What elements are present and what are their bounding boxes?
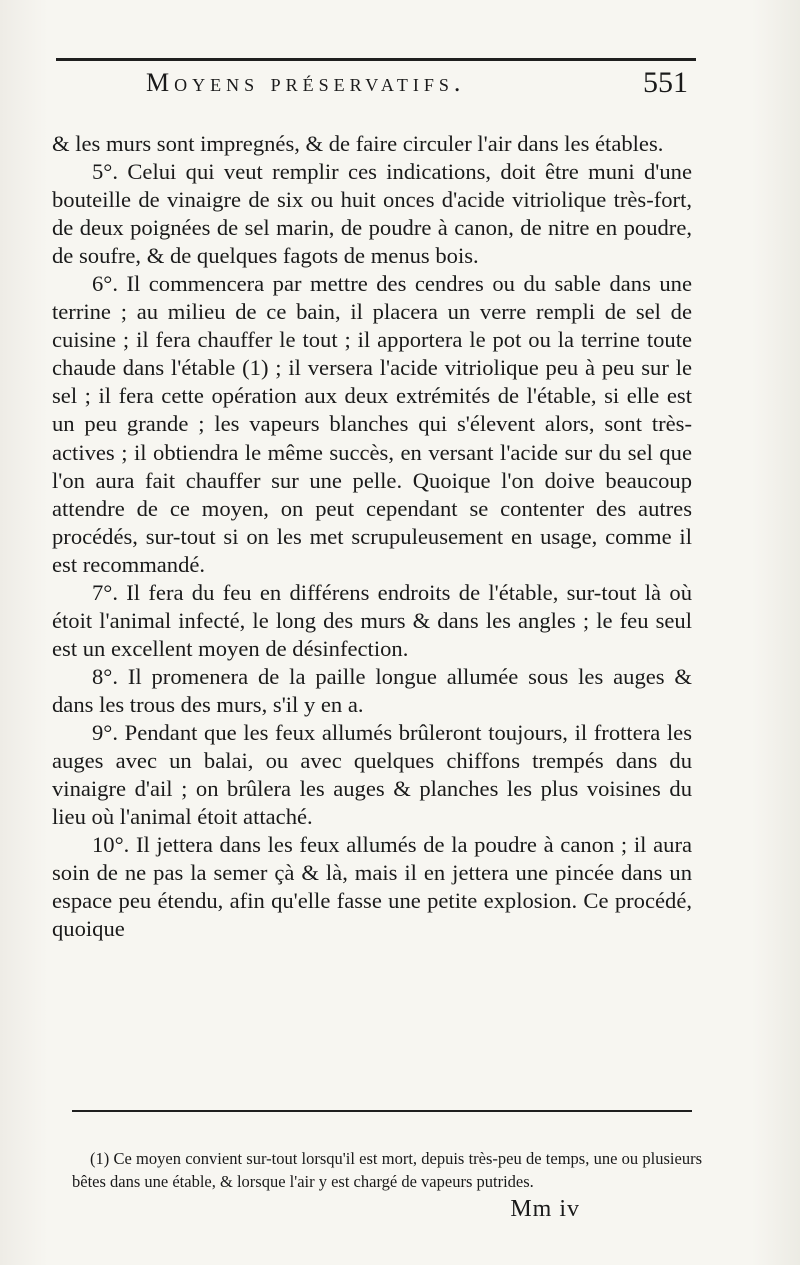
- running-head: Moyens préservatifs.: [146, 68, 466, 97]
- page-number: 551: [643, 66, 688, 99]
- page-header: [58, 66, 688, 108]
- paragraph-continuation: & les murs sont impregnés, & de faire circuler l'air dans les étables.: [52, 131, 664, 156]
- footnote-rule: [72, 1110, 692, 1112]
- footnote: (1) Ce moyen convient sur-tout lorsqu'il est mort, depuis très-peu de temps, une ou plusieurs bêtes dans une étable, & lorsque l'air y est chargé de vapeurs putrides.: [72, 1148, 702, 1191]
- paragraph-8: 8°. Il promenera de la paille longue allumée sous les auges & dans les trous des murs, s'il y en a.: [52, 663, 692, 717]
- paragraph-6: 6°. Il commencera par mettre des cendres ou du sable dans une terrine ; au milieu de ce bain, il placera un verre rempli de sel de cuisine ; il fera chauffer le tout ; il apportera le pot ou la terrine toute chaude dans l'étable (1) ; il versera l'acide vitriolique peu à peu sur le sel ; il fera cette opération aux deux extrémités de l'étable, si elle est un peu grande ; les vapeurs blanches qui s'élevent alors, sont très-actives ; il obtiendra le même succès, en versant l'acide sur du sel que l'on aura fait chauffer sur une pelle. Quoique l'on doive beaucoup attendre de ce moyen, on peut cependant se contenter des autres procédés, sur-tout si on les met scrupuleusement en usage, comme il est recommandé.: [52, 271, 692, 577]
- paragraph-7: 7°. Il fera du feu en différens endroits de l'étable, sur-tout là où étoit l'animal infecté, le long des murs & dans les angles ; le feu seul est un excellent moyen de désinfection.: [52, 579, 692, 661]
- header-rule: [56, 58, 696, 61]
- signature-mark: Mm iv: [510, 1196, 580, 1222]
- paragraph-10: 10°. Il jettera dans les feux allumés de la poudre à canon ; il aura soin de ne pas la semer çà & là, mais il en jettera une pincée dans un espace peu étendu, afin qu'elle fasse une petite explosion. Ce procédé, quoique: [52, 832, 692, 942]
- paragraph-5: 5°. Celui qui veut remplir ces indications, doit être muni d'une bouteille de vinaigre de six ou huit onces d'acide vitriolique très-fort, de deux poignées de sel marin, de poudre à canon, de nitre en poudre, de soufre, & de quelques fagots de menus bois.: [52, 159, 692, 269]
- body-text: [52, 130, 692, 943]
- paragraph-9: 9°. Pendant que les feux allumés brûleront toujours, il frottera les auges avec un balai, ou avec quelques chiffons trempés dans du vinaigre d'ail ; on brûlera les auges & planches les plus voisines du lieu où l'animal étoit attaché.: [52, 719, 692, 830]
